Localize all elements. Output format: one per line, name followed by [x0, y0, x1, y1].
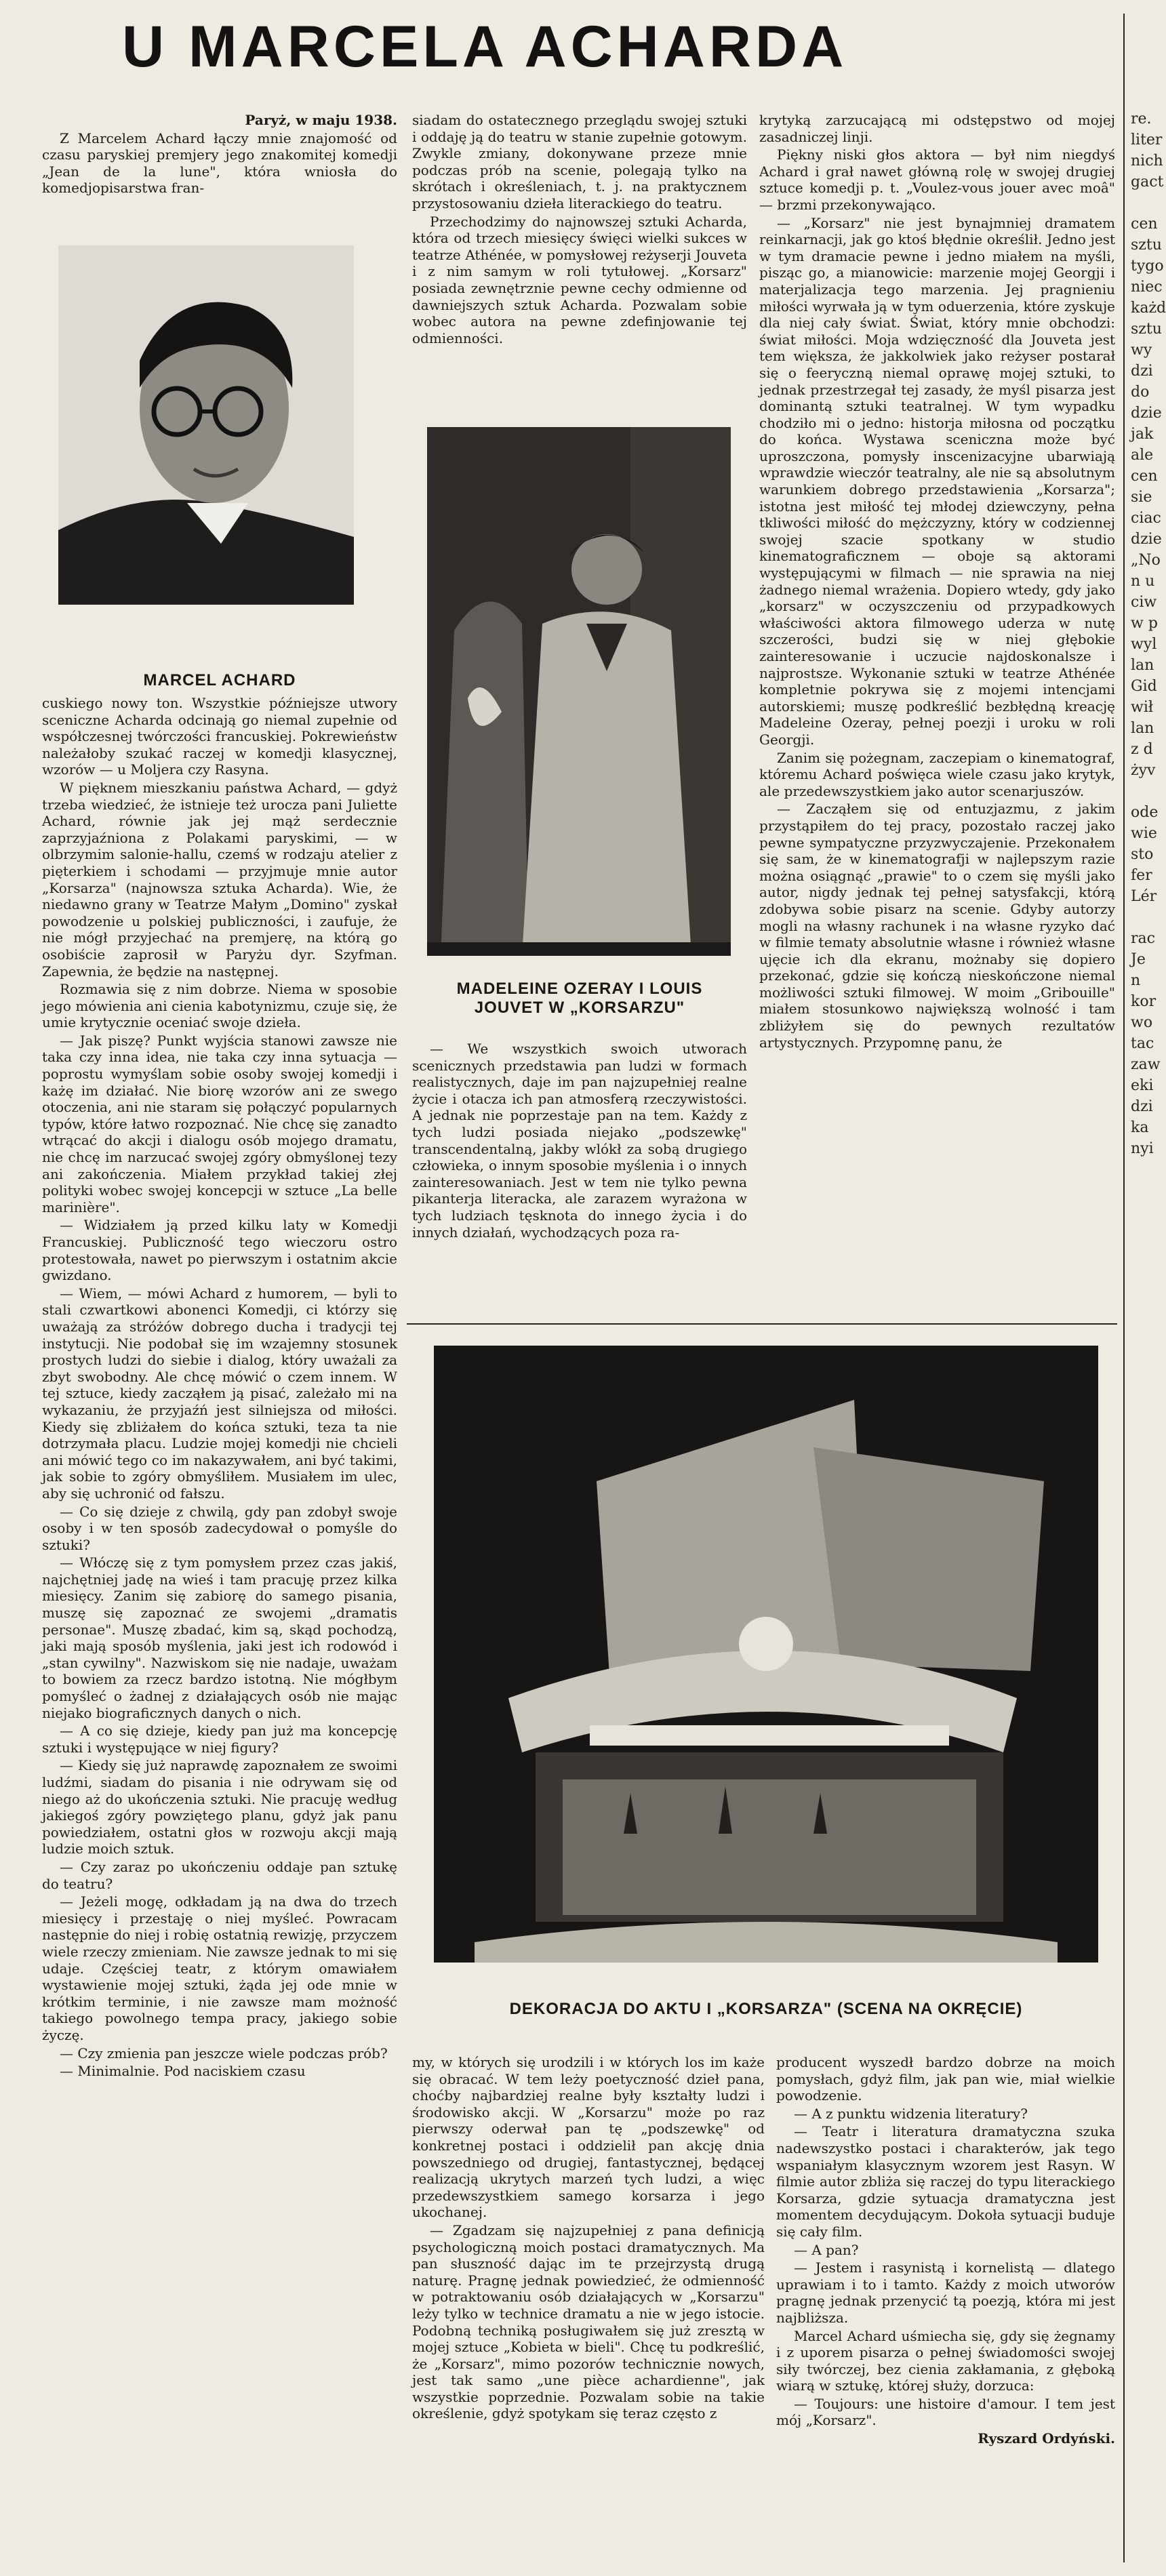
fragment-line: „No	[1131, 552, 1161, 569]
fragment-line: n u	[1131, 573, 1155, 590]
fragment-line: cen	[1131, 468, 1158, 485]
fragment-line	[1131, 193, 1161, 214]
paragraph: — Zacząłem się od entuzjazmu, z jakim przystąpiłem do tej pracy, pozostało raczej jako pewne sympatyczne przyzwyczajenie. Przekonałem się sam, że w kinematografji w najlepszym razie można osiągnąć „prawie" to o czem się myśli jako autor, nigdy jednak tej pełnej satysfakcji, którą zdobywa sobie pisarz na scenie. Gdyby autorzy mogli na własny rachunek i na własne ryzyko dać w filmie tematy absolutnie własne i również własne ujęcie ich dla ekranu, możnaby się dopiero przekonać, gdzie się kończą nieskończone niemal możliwości sztuki filmowej. W moim „Gribouille" miałem stosunkowo największą wolność i tam zbliżyłem się do pewnych rezultatów artystycznych. Przypomnę panu, że	[759, 801, 1115, 1051]
paragraph: — Włóczę się z tym pomysłem przez czas jakiś, najchętniej jadę na wieś i tam pracuję przez kilka miesięcy. Zanim się zabiorę do samego pisania, muszę się zapoznać ze swojemi „dramatis personae". Muszę zbadać, kim są, skąd pochodzą, jaki mają sposób myślenia, jaki jest ich rodowód i „stan cywilny". Nazwiskom się nie nadaje, uważam to bowiem za rzecz bardzo istotną. Nie mógłbym pomyśleć o żadnej z działających osób nie mając niejako biograficznych danych o nich.	[42, 1554, 397, 1721]
fragment-line: zaw	[1131, 1056, 1161, 1073]
paragraph: — A co się dzieje, kiedy pan już ma koncepcję sztuki i występujące w niej figury?	[42, 1723, 397, 1756]
fragment-line: ka	[1131, 1119, 1149, 1136]
paragraph: — Jestem i rasynistą i kornelistą — dlatego uprawiam i to i tamto. Każdy z moich utworów pragnę jednak przenycić tą poezją, która mi jest najbliższa.	[776, 2259, 1115, 2326]
paragraph: Z Marcelem Achard łączy mnie znajomość od czasu paryskiej premjery jego znakomitej komedji „Jean de la lune", która wniosła do komedjopisarstwa fran-	[42, 129, 397, 197]
fragment-line: tygo	[1131, 258, 1164, 275]
paragraph: — „Korsarz" nie jest bynajmniej dramatem reinkarnacji, jak go ktoś błędnie określił. Jedno jest w tym dramacie pewne i jedno miałem na myśli, pisząc go, a mianowicie: marzenie mojej Georgji i materjalizacja tego marzenia. Jej pragnieniu miłości wyrwała ją w tym oduerzenia, które zyskuje dla niej cały świat. Świat, który mnie obchodzi: świat miłości. Moja wdzięczność dla Jouveta jest tem większa, że jakkolwiek jako reżyser postarał się o feeryczną niemal oprawę mojej sztuki, to jednak przestrzegał tej zasady, że myśl pisarza jest dominantą sztuki teatralnej. W tym wypadku chodziło mi o jedno: historja miłosna od początku do końca. Wystawa sceniczna może być uproszczona, pomysły inscenizacyjne ubarwiają wprawdzie wieczór teatralny, ale nie są absolutnym warunkiem dobrego przedstawienia „Korsarza"; istotna jest miłość tej młodej dziewczyny, pełna tkliwości miłość do mężczyzny, który w codziennej swojej szacie spotkany w studio kinematograficznem — oboje są aktorami występującymi w filmach — nie sprawia na niej żadnego niemal wrażenia. Dopiero wtedy, gdy jako „korsarz" w oczyszczeniu od przypadkowych właściwości aktora filmowego uderza w nutę szczerości, budzi się w niej głębokie zainteresowanie i uczucie najdoskonalsze i najprostsze. Wykonanie sztuki w teatrze Athénée kompletnie pokrywa się z mojemi intencjami autorskiemi; muszę podkreślić bezbłędną kreację Madeleine Ozeray, pełnej poezji i uroku w roli Georgji.	[759, 214, 1115, 748]
paragraph: siadam do ostatecznego przeglądu swojej sztuki i oddaję ją do teatru w stanie zupełnie gotowym. Zwykle zmiany, dokonywane przeze mnie podczas prób na scenie, polegają tylko na skrótach i określeniach, t. j. na praktycznem przystosowaniu dzieła literackiego do teatru.	[412, 112, 747, 212]
paragraph: cuskiego nowy ton. Wszystkie późniejsze utwory sceniczne Acharda odcinają go niemal zupełnie od współczesnej twórczości francuskiej. Pokrewieństw należałoby szukać raczej w komedji klasycznej, wzorów — u Moljera czy Rasyna.	[42, 695, 397, 778]
fragment-line: dzi	[1131, 363, 1153, 380]
paragraph: Piękny niski głos aktora — był nim niegdyś Achard i grał nawet główną rolę w swojej drugiej sztuce komedji p. t. „Voulez-vous jouer avec moâ" — brzmi przekonywająco.	[759, 146, 1115, 213]
portrait-photo-marcel-achard	[58, 245, 354, 605]
paragraph: — Zgadzam się najzupełniej z pana definicją psychologiczną moich postaci dramatycznych. Ma pan słuszność dając im te przejrzystą drugą naturę. Pragnę jednak powiedzieć, że odmienność w potraktowaniu osób działających w „Korsarzu" leży tylko w technice dramatu a nie w jego istocie. Podobną techniką posługiwałem się już zresztą w mojej sztuce „Kobieta w bieli". Chcę tu podkreślić, że „Korsarz", mimo pozorów technicznie nowych, jest tak samo „une pièce achardienne", jak wszystkie poprzednie. Pozwalam sobie na takie określenie, gdyż spotykam się teraz często z	[412, 2221, 765, 2422]
paragraph: — Czy zaraz po ukończeniu oddaje pan sztukę do teatru?	[42, 1858, 397, 1892]
fragment-line	[1131, 781, 1161, 802]
fragment-line: sto	[1131, 846, 1154, 863]
paragraph: — A pan?	[794, 2241, 859, 2258]
fragment-line: re.	[1131, 110, 1152, 127]
paragraph: krytyką zarzucającą mi odstępstwo od mojej zasadniczej linji.	[759, 112, 1115, 145]
paragraph: — Jeżeli mogę, odkładam ją na dwa do trzech miesięcy i przestaję o niej myśleć. Powracam następnie do niej i robię ostatnią rewizję, przyczem wiele rzeczy zmieniam. Nie zawsze jednak to mi się udaje. Częściej teatr, z którym omawiałem wystawienie mojej sztuki, żąda jej ode mnie w krótkim terminie, i nie zawsze mam możność takiego powolnego tempa pracy, jakiego sobie życzę.	[42, 1893, 397, 2043]
photo-ozeray-jouvet	[427, 427, 731, 956]
column-3-intro	[759, 112, 1115, 1315]
author-signature: Ryszard Ordyński.	[978, 2430, 1115, 2447]
paragraph: my, w których się urodzili i w których los im każe się obracać. W tem leży poetyczność dzieł pana, choćby najbardziej realne były kształty ludzi i środowisko akcji. W „Korsarzu" może po raz pierwszy oderwał pan tę „podszewkę" od konkretnej postaci i oddzielił pan akcję dnia powszedniego od drugiej, fantastycznej, będącej realizacją ukrytych marzeń tych ludzi, a więc przedewszystkiem samego korsarza i jego ukochanej.	[412, 2054, 765, 2221]
fragment-line: nyi	[1131, 1140, 1154, 1157]
paragraph: producent wyszedł bardzo dobrze na moich pomysłach, gdyż film, jak pan wie, miał wielkie powodzenie.	[776, 2054, 1115, 2104]
fragment-line: sztu	[1131, 321, 1162, 338]
ship-caption: DEKORACJA DO AKTU I „KORSARZA" (SCENA NA OKRĘCIE)	[509, 2000, 1023, 2018]
paragraph: — Czy zmienia pan jeszcze wiele podczas prób?	[60, 2045, 388, 2061]
paragraph: — Widziałem ją przed kilku laty w Komedji Francuskiej. Publiczność tego wieczoru ostro protestowała, nawet po pierwszym i ostatnim akcie gwizdano.	[42, 1217, 397, 1284]
paragraph: — A z punktu widzenia literatury?	[794, 2105, 1028, 2122]
fragment-line	[1131, 907, 1161, 928]
paragraph: Zanim się pożegnam, zaczepiam o kinematograf, któremu Achard poświęca wiele czasu jako krytyk, ale przedewszystkiem jako autor scenarjuszów.	[759, 749, 1115, 799]
fragment-line: wie	[1131, 825, 1157, 842]
fragment-line: dzi	[1131, 1098, 1153, 1115]
fragment-line: ale	[1131, 447, 1154, 464]
adjacent-column-fragment	[1131, 108, 1166, 2481]
fragment-line: liter	[1131, 132, 1163, 148]
fragment-line: Lér	[1131, 888, 1157, 905]
paragraph: — Minimalnie. Pod naciskiem czasu	[60, 2063, 306, 2080]
fragment-line: Gid	[1131, 678, 1157, 695]
photo-ship-set	[434, 1346, 1098, 1963]
fragment-line: nich	[1131, 153, 1163, 169]
column-2-middle	[412, 1041, 747, 1315]
fragment-line: wo	[1131, 1014, 1153, 1031]
column-1-intro	[42, 112, 397, 234]
paragraph: — Jak piszę? Punkt wyjścia stanowi zawsze nie taka czy inna idea, nie taka czy inna sytuacja — poprostu wymyślam sobie osoby swojej komedji i każę im działać. Nie biorę wzorów ani ze swego otoczenia, ani nie staram się połączyć popularnych typów, które łatwo rozpoznać. Nie chcę się zanadto wtrącać do akcji i dialogu osób mojego dramatu, nie chcę im narzucać swojej zgóry obmyślonej tezy ani zakończenia. Miałem przykład takiej złej polityki wobec swojej koncepcji w sztuce „La belle marinière".	[42, 1032, 397, 1215]
fragment-line: eki	[1131, 1077, 1154, 1094]
fragment-line: n	[1131, 972, 1141, 989]
column-2-intro	[412, 112, 747, 424]
fragment-line: lan	[1131, 720, 1154, 737]
fragment-line: cen	[1131, 216, 1158, 233]
fragment-line: z d	[1131, 741, 1153, 758]
portrait-illustration	[58, 245, 354, 605]
paragraph: Rozmawia się z nim dobrze. Niema w sposobie jego mówienia ani cienia kabotynizmu, czuje się, że umie krytycznie oceniać swoje dzieła.	[42, 981, 397, 1031]
fragment-line: ciw	[1131, 594, 1157, 611]
article-title: U MARCELA ACHARDA	[122, 14, 848, 79]
fragment-line: sztu	[1131, 237, 1162, 254]
stage-photo-illustration	[427, 427, 731, 956]
paragraph: — We wszystkich swoich utworach scenicznych przedstawia pan ludzi w formach realistycznych, daje im pan najzupełniej realne życie i otacza ich pan atmosferą rzeczywistości. A jednak nie poprzestaje pan na tem. Każdy z tych ludzi posiada niejako „podszewkę" transcendentalną, jakby wlókł za sobą drugiego człowieka, o innym sposobie myślenia i o innych zainteresowaniach. Jest w tem nie tylko pewna pikanterja literacka, ale zarazem wyrażona w tych ludziach tęsknota do innego życia i do innych działań, wychodzących poza ra-	[412, 1041, 747, 1241]
paragraph: Przechodzimy do najnowszej sztuki Acharda, która od trzech miesięcy święci wielki sukces w teatrze Athénée, w pomysłowej reżyserji Jouveta i z nim samym w roli tytułowej. „Korsarz" posiada zewnętrznie pewne cechy odmienne od dawniejszych sztuk Acharda. Pozwalam sobie wobec autora na pewne zdefinjowanie tej odmienności.	[412, 213, 747, 346]
paragraph: — Co się dzieje z chwilą, gdy pan zdobył swoje osoby i w ten sposób zadecydował o pomyśle do sztuki?	[42, 1503, 397, 1553]
fragment-line: do	[1131, 384, 1150, 401]
paragraph: Marcel Achard uśmiecha się, gdy się żegnamy i z uporem pisarza o pełnej świadomości swojej siły twórczej, bez cienia zakłamania, z głęboką wiarą w sztukę, której służy, dorzuca:	[776, 2327, 1115, 2394]
fragment-line: ode	[1131, 804, 1159, 821]
fragment-line: każd	[1131, 300, 1166, 317]
fragment-line: w p	[1131, 615, 1158, 632]
dateline: Paryż, w maju 1938.	[245, 112, 397, 128]
column-1-main	[42, 695, 397, 2562]
fragment-line: wyl	[1131, 636, 1157, 653]
paragraph: W pięknem mieszkaniu państwa Achard, — gdyż trzeba wiedzieć, że istnieje też urocza pani Juliette Achard, równie jak jej mąż serdecznie zaprzyjaźniona z Polakami paryskimi, — w olbrzymim salonie-hallu, czemś w rodzaju atelier z pięterkiem i schodami — przyjmuje mnie autor „Korsarza" (najnowsza sztuka Acharda). Wie, że niedawno grany w Teatrze Małym „Domino" zyskał powodzenie u polskiej publiczności, i zaufuje, że nie mógł przyjechać na premjerę, na którą go osobiście zaprosił w Paryżu dyr. Szyfman. Zapewnia, że będzie na następnej.	[42, 779, 397, 980]
ozeray-caption-line-1: MADELEINE OZERAY I LOUIS	[456, 980, 703, 998]
fragment-line: żyv	[1131, 762, 1156, 779]
fragment-line: niec	[1131, 279, 1163, 296]
fragment-line: gact	[1131, 174, 1164, 190]
fragment-line: fer	[1131, 867, 1152, 884]
column-2-bottom	[412, 2054, 765, 2562]
fragment-line: kor	[1131, 993, 1157, 1010]
portrait-caption: MARCEL ACHARD	[143, 671, 296, 689]
fragment-line: wił	[1131, 699, 1153, 716]
paragraph: — Toujours: une histoire d'amour. I tem jest mój „Korsarz".	[776, 2395, 1115, 2429]
fragment-line: dzie	[1131, 405, 1162, 422]
section-divider	[407, 1323, 1117, 1325]
fragment-line: sie	[1131, 489, 1152, 506]
fragment-line: wy	[1131, 342, 1152, 359]
column-divider	[1123, 14, 1125, 2562]
fragment-line: rac	[1131, 930, 1155, 947]
fragment-line: tac	[1131, 1035, 1154, 1052]
fragment-line: Je	[1131, 951, 1146, 968]
fragment-line: lan	[1131, 657, 1154, 674]
fragment-line: ciac	[1131, 510, 1161, 527]
ship-set-illustration	[434, 1346, 1098, 1963]
paragraph: — Wiem, — mówi Achard z humorem, — byli to stali czwartkowi abonenci Komedji, ci którzy się uważają za stróżów dobrego ducha i tradycji tej instytucji. Nie podobał się im wzajemny stosunek prostych ludzi do siebie i dialog, który uważali za zbyt swobodny. Ale chcę mówić o czem innem. W tej sztuce, kiedy zacząłem ją pisać, zależało mi na wykazaniu, że przyjaźń jest silniejsza od miłości. Kiedy się zbliżałem do końca sztuki, teza ta nie dotrzymała placu. Ludzie mojej komedji nie chcieli ani mówić tego co im nakazywałem, ani być takimi, jak sobie to zgóry obmyśliłem. Musiałem im ulec, aby się uchronić od fałszu.	[42, 1285, 397, 1502]
paragraph: — Kiedy się już naprawdę zapoznałem ze swoimi ludźmi, siadam do pisania i nie odrywam się od niego aż do ukończenia sztuki. Nie pracuję według jakiegoś zgóry powziętego planu, gdyż jak panu powiedziałem, ostatni głos w rozwoju akcji mają ludzie moich sztuk.	[42, 1757, 397, 1857]
column-3-bottom	[776, 2054, 1115, 2562]
ozeray-caption	[412, 980, 747, 1018]
fragment-line: dzie	[1131, 531, 1162, 548]
fragment-line: jak	[1131, 426, 1154, 443]
paragraph: — Teatr i literatura dramatyczna szuka nadewszystko postaci i charakterów, jak tego wspaniałym klasycznym wzorem jest Rasyn. W filmie autor zbliża się raczej do typu literackiego Korsarza, gdzie sytuacja dramatyczna jest momentem decydującym. Dokoła sytuacji buduje się cały film.	[776, 2123, 1115, 2240]
ozeray-caption-line-2: JOUVET W „KORSARZU"	[474, 999, 685, 1017]
